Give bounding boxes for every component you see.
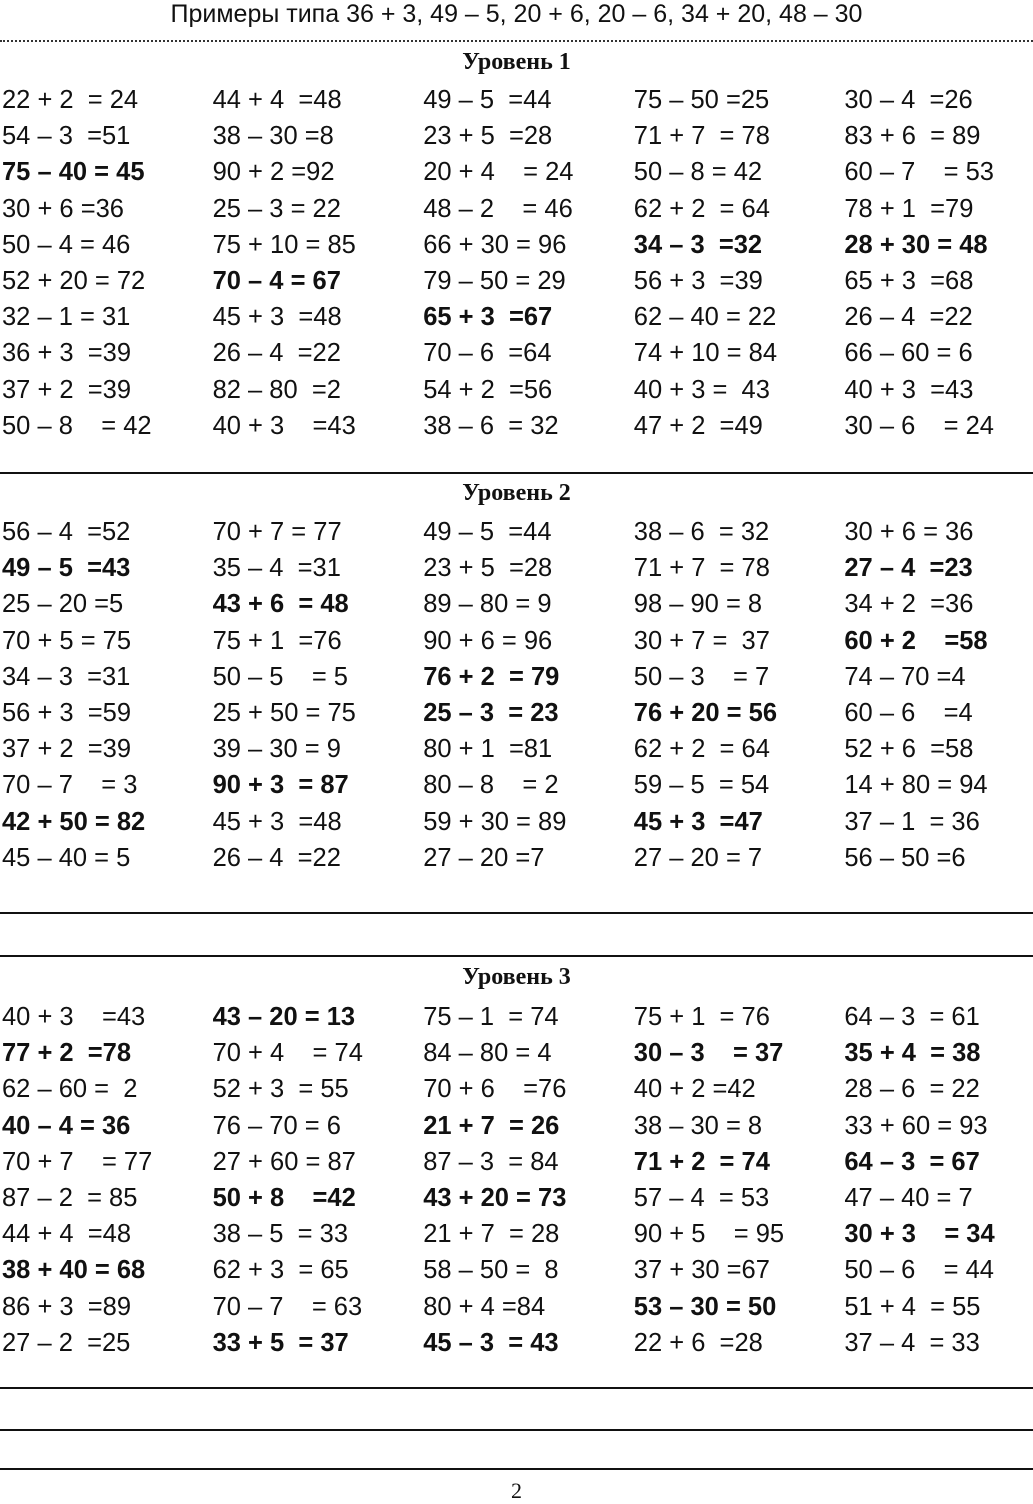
example-cell: 38 – 5 = 33	[212, 1220, 349, 1249]
example-cell: 39 – 30 = 9	[212, 735, 341, 764]
example-cell: 50 – 4 = 46	[2, 230, 131, 259]
example-cell: 40 + 3 =43	[212, 411, 356, 440]
divider-line	[0, 472, 1033, 474]
example-cell: 71 + 7 = 78	[633, 554, 770, 583]
example-cell: 60 – 6 =4	[844, 698, 973, 727]
example-cell: 56 – 4 =52	[2, 518, 131, 546]
example-cell: 70 + 5 = 75	[2, 626, 132, 655]
example-cell: 90 + 6 = 96	[423, 626, 553, 655]
example-cell: 62 + 3 = 65	[212, 1256, 349, 1285]
example-cell: 75 – 1 = 74	[423, 1003, 559, 1031]
example-cell: 30 – 4 =26	[844, 86, 973, 114]
example-cell: 25 – 20 =5	[2, 590, 124, 619]
example-cell: 65 + 3 =68	[844, 266, 974, 295]
example-cell: 27 – 2 =25	[2, 1328, 131, 1357]
example-cell: 60 – 7 = 53	[844, 158, 994, 187]
example-cell: 62 + 2 = 64	[633, 194, 770, 223]
divider-line	[0, 955, 1033, 957]
example-cell: 34 + 2 =36	[844, 590, 974, 619]
example-cell: 45 + 3 =48	[212, 807, 342, 836]
level-1-examples	[2, 82, 1031, 444]
example-cell: 40 + 3 = 43	[633, 375, 770, 404]
example-cell: 56 + 3 =59	[2, 698, 132, 727]
example-cell: 76 + 2 = 79	[423, 662, 560, 691]
example-cell: 74 + 10 = 84	[633, 339, 777, 368]
example-cell: 75 + 1 = 76	[633, 1003, 770, 1031]
example-cell: 62 – 40 = 22	[633, 303, 777, 332]
example-cell: 34 – 3 =31	[2, 662, 131, 691]
example-cell: 26 – 4 =22	[212, 339, 341, 368]
example-cell: 79 – 50 = 29	[423, 266, 566, 295]
example-cell: 80 – 8 = 2	[423, 771, 559, 800]
example-cell: 62 + 2 = 64	[633, 735, 770, 764]
level-2-examples	[2, 514, 1031, 876]
example-cell: 86 + 3 =89	[2, 1292, 132, 1321]
example-cell: 90 + 3 = 87	[212, 771, 349, 800]
example-cell: 70 – 7 = 3	[2, 771, 138, 800]
example-cell: 49 – 5 =44	[423, 86, 552, 114]
example-cell: 54 – 3 =51	[2, 122, 131, 151]
example-cell: 23 + 5 =28	[423, 122, 553, 151]
example-cell: 75 – 50 =25	[633, 86, 770, 114]
example-cell: 64 – 3 = 67	[844, 1147, 980, 1176]
example-cell: 50 – 8 = 42	[633, 158, 763, 187]
example-cell: 35 – 4 =31	[212, 554, 341, 583]
example-cell: 44 + 4 =48	[2, 1220, 132, 1249]
example-cell: 58 – 50 = 8	[423, 1256, 559, 1285]
example-cell: 38 – 30 = 8	[633, 1111, 763, 1140]
example-cell: 65 + 3 =67	[423, 303, 553, 332]
example-cell: 89 – 80 = 9	[423, 590, 552, 619]
dotted-divider	[0, 40, 1033, 42]
example-cell: 36 + 3 =39	[2, 339, 132, 368]
example-cell: 70 + 7 = 77	[2, 1147, 153, 1176]
example-cell: 59 + 30 = 89	[423, 807, 567, 836]
example-cell: 60 + 2 =58	[844, 626, 988, 655]
example-cell: 56 – 50 =6	[844, 843, 966, 872]
example-cell: 45 + 3 =47	[633, 807, 763, 836]
answer-line	[0, 1429, 1033, 1431]
example-cell: 77 + 2 =78	[2, 1039, 132, 1068]
example-cell: 42 + 50 = 82	[2, 807, 146, 836]
example-cell: 37 + 30 =67	[633, 1256, 770, 1285]
example-cell: 80 + 1 =81	[423, 735, 553, 764]
example-cell: 30 + 6 = 36	[844, 518, 974, 546]
example-cell: 80 + 4 =84	[423, 1292, 546, 1321]
example-cell: 74 – 70 =4	[844, 662, 966, 691]
example-cell: 30 + 7 = 37	[633, 626, 770, 655]
example-cell: 71 + 7 = 78	[633, 122, 770, 151]
answer-line	[0, 912, 1033, 914]
example-cell: 43 + 6 = 48	[212, 590, 349, 619]
example-cell: 30 – 3 = 37	[633, 1039, 784, 1068]
example-cell: 35 + 4 = 38	[844, 1039, 981, 1068]
example-cell: 47 – 40 = 7	[844, 1183, 973, 1212]
example-cell: 70 – 7 = 63	[212, 1292, 363, 1321]
example-cell: 45 + 3 =48	[212, 303, 342, 332]
example-cell: 22 + 6 =28	[633, 1328, 763, 1357]
example-cell: 38 – 6 = 32	[423, 411, 559, 440]
example-cell: 40 – 4 = 36	[2, 1111, 131, 1140]
example-cell: 22 + 2 = 24	[2, 86, 139, 114]
example-cell: 98 – 90 = 8	[633, 590, 763, 619]
example-cell: 64 – 3 = 61	[844, 1003, 980, 1031]
example-cell: 52 + 3 = 55	[212, 1075, 349, 1104]
example-cell: 33 + 5 = 37	[212, 1328, 349, 1357]
example-cell: 32 – 1 = 31	[2, 303, 131, 332]
example-cell: 38 – 6 = 32	[633, 518, 770, 546]
example-cell: 78 + 1 =79	[844, 194, 974, 223]
example-cell: 70 – 4 = 67	[212, 266, 341, 295]
example-cell: 76 – 70 = 6	[212, 1111, 341, 1140]
example-cell: 25 – 3 = 23	[423, 698, 559, 727]
example-cell: 90 + 2 =92	[212, 158, 335, 187]
example-cell: 30 – 6 = 24	[844, 411, 994, 440]
example-cell: 49 – 5 =44	[423, 518, 552, 546]
example-cell: 26 – 4 =22	[844, 303, 973, 332]
example-cell: 43 – 20 = 13	[212, 1003, 356, 1031]
example-cell: 76 + 20 = 56	[633, 698, 777, 727]
example-cell: 66 – 60 = 6	[844, 339, 973, 368]
example-cell: 30 + 3 = 34	[844, 1220, 995, 1249]
example-cell: 20 + 4 = 24	[423, 158, 574, 187]
example-cell: 52 + 6 =58	[844, 735, 974, 764]
example-cell: 37 – 4 = 33	[844, 1328, 980, 1357]
example-cell: 48 – 2 = 46	[423, 194, 573, 223]
example-cell: 49 – 5 =43	[2, 554, 131, 583]
example-cell: 87 – 2 = 85	[2, 1183, 138, 1212]
example-cell: 34 – 3 =32	[633, 230, 763, 259]
example-cell: 62 – 60 = 2	[2, 1075, 138, 1104]
example-cell: 53 – 30 = 50	[633, 1292, 777, 1321]
answer-line	[0, 1387, 1033, 1389]
example-cell: 40 + 3 =43	[844, 375, 974, 404]
example-cell: 52 + 20 = 72	[2, 266, 146, 295]
footer-line	[0, 1468, 1033, 1470]
example-cell: 70 + 4 = 74	[212, 1039, 363, 1068]
example-cell: 50 – 3 = 7	[633, 662, 770, 691]
example-cell: 33 + 60 = 93	[844, 1111, 988, 1140]
example-cell: 59 – 5 = 54	[633, 771, 770, 800]
example-cell: 70 + 6 =76	[423, 1075, 567, 1104]
example-cell: 38 + 40 = 68	[2, 1256, 146, 1285]
example-cell: 28 – 6 = 22	[844, 1075, 980, 1104]
level-2-heading: Уровень 2	[462, 480, 571, 506]
example-cell: 25 + 50 = 75	[212, 698, 356, 727]
example-cell: 27 – 4 =23	[844, 554, 973, 583]
example-cell: 38 – 30 =8	[212, 122, 334, 151]
example-cell: 87 – 3 = 84	[423, 1147, 559, 1176]
example-cell: 82 – 80 =2	[212, 375, 341, 404]
example-cell: 21 + 7 = 26	[423, 1111, 560, 1140]
example-cell: 70 + 7 = 77	[212, 518, 342, 546]
level-1-heading: Уровень 1	[462, 49, 571, 75]
example-cell: 50 + 8 =42	[212, 1183, 356, 1212]
example-cell: 14 + 80 = 94	[844, 771, 988, 800]
example-cell: 43 + 20 = 73	[423, 1183, 567, 1212]
example-cell: 23 + 5 =28	[423, 554, 553, 583]
example-cell: 45 – 40 = 5	[2, 843, 131, 872]
example-cell: 40 + 3 =43	[2, 1003, 146, 1031]
level-3-examples	[2, 999, 1031, 1361]
example-cell: 70 – 6 =64	[423, 339, 552, 368]
example-cell: 83 + 6 = 89	[844, 122, 981, 151]
example-cell: 50 – 6 = 44	[844, 1256, 994, 1285]
example-cell: 40 + 2 =42	[633, 1075, 756, 1104]
example-cell: 37 – 1 = 36	[844, 807, 980, 836]
example-cell: 30 + 6 =36	[2, 194, 124, 223]
example-cell: 75 + 10 = 85	[212, 230, 356, 259]
example-cell: 84 – 80 = 4	[423, 1039, 552, 1068]
example-cell: 45 – 3 = 43	[423, 1328, 559, 1357]
level-3-heading: Уровень 3	[462, 964, 571, 990]
example-cell: 27 + 60 = 87	[212, 1147, 356, 1176]
example-cell: 50 – 5 = 5	[212, 662, 348, 691]
example-cell: 51 + 4 = 55	[844, 1292, 981, 1321]
example-cell: 56 + 3 =39	[633, 266, 763, 295]
example-cell: 26 – 4 =22	[212, 843, 341, 872]
example-cell: 57 – 4 = 53	[633, 1183, 770, 1212]
page-title: Примеры типа 36 + 3, 49 – 5, 20 + 6, 20 – 6, 34 + 20, 48 – 30	[170, 0, 863, 28]
example-cell: 27 – 20 = 7	[633, 843, 763, 872]
example-cell: 21 + 7 = 28	[423, 1220, 560, 1249]
example-cell: 90 + 5 = 95	[633, 1220, 785, 1249]
example-cell: 66 + 30 = 96	[423, 230, 567, 259]
example-cell: 75 – 40 = 45	[2, 158, 145, 187]
example-cell: 50 – 8 = 42	[2, 411, 152, 440]
example-cell: 27 – 20 =7	[423, 843, 545, 872]
example-cell: 75 + 1 =76	[212, 626, 342, 655]
example-cell: 71 + 2 = 74	[633, 1147, 770, 1176]
example-cell: 47 + 2 =49	[633, 411, 763, 440]
example-cell: 37 + 2 =39	[2, 375, 132, 404]
example-cell: 25 – 3 = 22	[212, 194, 341, 223]
page-number: 2	[511, 1478, 522, 1503]
example-cell: 37 + 2 =39	[2, 735, 132, 764]
example-cell: 44 + 4 =48	[212, 86, 342, 114]
example-cell: 28 + 30 = 48	[844, 230, 988, 259]
example-cell: 54 + 2 =56	[423, 375, 553, 404]
